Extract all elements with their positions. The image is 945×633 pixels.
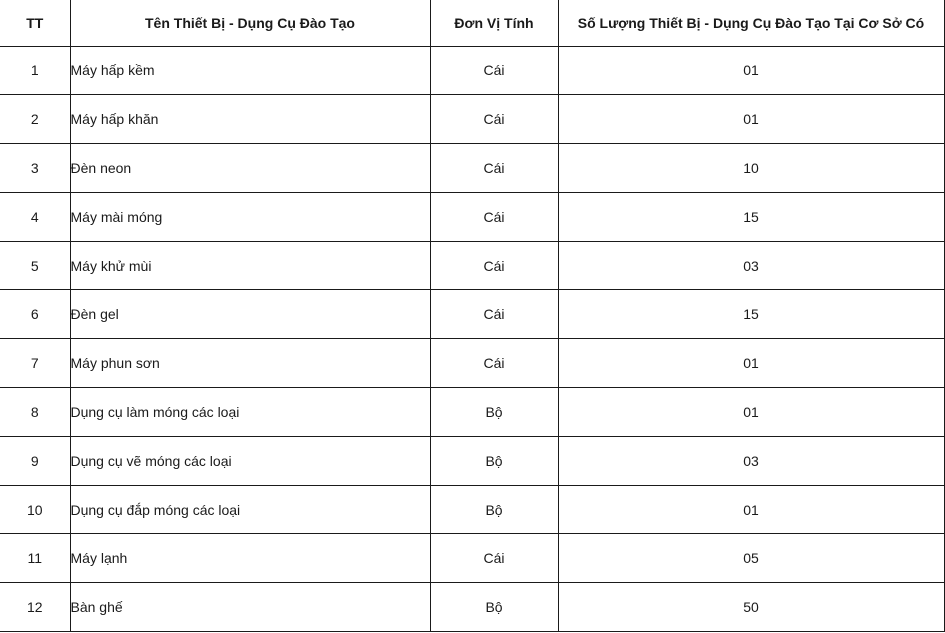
cell-unit: Cái (430, 192, 558, 241)
cell-unit: Bộ (430, 485, 558, 534)
cell-unit: Cái (430, 241, 558, 290)
cell-tt: 7 (0, 339, 70, 388)
cell-name: Máy mài móng (70, 192, 430, 241)
cell-tt: 2 (0, 95, 70, 144)
cell-tt: 12 (0, 583, 70, 632)
table-row (0, 192, 944, 241)
header-tt: TT (0, 0, 70, 46)
cell-unit: Cái (430, 290, 558, 339)
cell-quantity: 03 (558, 436, 944, 485)
cell-tt: 10 (0, 485, 70, 534)
cell-tt: 11 (0, 534, 70, 583)
header-quantity: Số Lượng Thiết Bị - Dụng Cụ Đào Tạo Tại Cơ Sở Có (558, 0, 944, 46)
table-row (0, 534, 944, 583)
cell-quantity: 01 (558, 485, 944, 534)
cell-name: Máy phun sơn (70, 339, 430, 388)
cell-unit: Cái (430, 339, 558, 388)
cell-name: Máy hấp khăn (70, 95, 430, 144)
cell-quantity: 01 (558, 95, 944, 144)
cell-name: Dụng cụ làm móng các loại (70, 388, 430, 437)
table-row (0, 95, 944, 144)
cell-name: Máy khử mùi (70, 241, 430, 290)
cell-name: Dụng cụ vẽ móng các loại (70, 436, 430, 485)
header-name: Tên Thiết Bị - Dụng Cụ Đào Tạo (70, 0, 430, 46)
table-row (0, 144, 944, 193)
cell-quantity: 50 (558, 583, 944, 632)
cell-unit: Cái (430, 144, 558, 193)
cell-unit: Cái (430, 95, 558, 144)
table-row (0, 241, 944, 290)
cell-quantity: 01 (558, 388, 944, 437)
cell-name: Máy hấp kềm (70, 46, 430, 95)
cell-name: Máy lạnh (70, 534, 430, 583)
table-row (0, 290, 944, 339)
cell-unit: Cái (430, 534, 558, 583)
cell-quantity: 01 (558, 339, 944, 388)
table-row (0, 46, 944, 95)
cell-tt: 4 (0, 192, 70, 241)
cell-unit: Bộ (430, 388, 558, 437)
cell-quantity: 01 (558, 46, 944, 95)
header-unit: Đơn Vị Tính (430, 0, 558, 46)
table-row (0, 485, 944, 534)
cell-tt: 5 (0, 241, 70, 290)
table-header-row (0, 0, 944, 46)
cell-unit: Bộ (430, 436, 558, 485)
table-row (0, 388, 944, 437)
cell-unit: Cái (430, 46, 558, 95)
table-row (0, 436, 944, 485)
cell-tt: 1 (0, 46, 70, 95)
cell-quantity: 05 (558, 534, 944, 583)
table-row (0, 339, 944, 388)
cell-name: Dụng cụ đắp móng các loại (70, 485, 430, 534)
cell-tt: 9 (0, 436, 70, 485)
cell-tt: 6 (0, 290, 70, 339)
cell-name: Đèn neon (70, 144, 430, 193)
cell-name: Đèn gel (70, 290, 430, 339)
cell-quantity: 10 (558, 144, 944, 193)
cell-quantity: 15 (558, 290, 944, 339)
cell-tt: 8 (0, 388, 70, 437)
cell-tt: 3 (0, 144, 70, 193)
table-body (0, 46, 944, 632)
cell-quantity: 03 (558, 241, 944, 290)
cell-unit: Bộ (430, 583, 558, 632)
table-row (0, 583, 944, 632)
cell-quantity: 15 (558, 192, 944, 241)
cell-name: Bàn ghế (70, 583, 430, 632)
